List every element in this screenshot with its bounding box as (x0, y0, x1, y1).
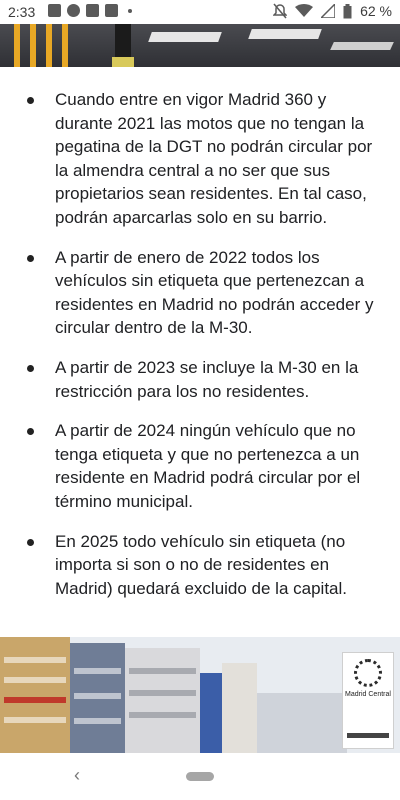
article-image-bottom (0, 637, 400, 753)
mute-icon (273, 3, 287, 19)
list-item-text: En 2025 todo vehículo sin etiqueta (no importa si son o no de residentes en Madrid) quedará excluido de la capital. (55, 531, 348, 598)
system-icons (273, 3, 392, 19)
wifi-icon (295, 4, 313, 18)
dot-icon (128, 9, 132, 13)
building (70, 643, 125, 753)
list-item-text: A partir de 2024 ningún vehículo que no tenga etiqueta y que no pertenezca a un residente en Madrid podrá circular por el término municipal. (55, 421, 361, 511)
message-icon (48, 4, 61, 17)
list-item (0, 246, 400, 340)
status-bar (0, 0, 400, 24)
article-image-top (0, 24, 400, 67)
youtube-icon (105, 4, 118, 17)
youtube-icon (86, 4, 99, 17)
battery-percent: 62 % (360, 3, 392, 19)
notification-icons (48, 4, 132, 17)
bullet-icon (27, 255, 34, 262)
bullet-icon (27, 428, 34, 435)
madrid-central-sign (342, 652, 394, 749)
building-banner (200, 673, 222, 753)
madrid-central-label: Madrid Central (345, 691, 391, 698)
building (257, 693, 347, 753)
signal-icon (321, 4, 335, 18)
building (222, 663, 257, 753)
list-item (0, 530, 400, 601)
article-content (0, 88, 400, 616)
bullet-icon (27, 97, 34, 104)
battery-icon (343, 4, 352, 19)
bullet-icon (27, 539, 34, 546)
list-item-text: A partir de enero de 2022 todos los vehículos sin etiqueta que pertenezcan a residentes en Madrid no podrán acceder y circular dentro de la M-30. (55, 247, 374, 338)
bullet-icon (27, 365, 34, 372)
list-item (0, 419, 400, 513)
system-nav-bar (0, 753, 400, 800)
building (125, 648, 200, 753)
list-item (0, 88, 400, 230)
home-pill-icon[interactable] (186, 772, 214, 781)
list-item-text: Cuando entre en vigor Madrid 360 y durante 2021 las motos que no tengan la pegatina de la DGT no podrán circular por la almendra central a no ser que sus propietarios sean residentes. En tal caso, podrán aparcarlas solo en su barrio. (55, 90, 373, 227)
list-item (0, 356, 400, 403)
back-chevron-icon[interactable]: ‹ (74, 765, 80, 785)
madrid-central-logo-icon (354, 659, 382, 687)
restrictions-list (0, 88, 400, 600)
list-item-text: A partir de 2023 se incluye la M-30 en la restricción para los no residentes. (55, 357, 359, 401)
status-time: 2:33 (8, 4, 36, 20)
facebook-icon (67, 4, 80, 17)
building (0, 637, 70, 753)
